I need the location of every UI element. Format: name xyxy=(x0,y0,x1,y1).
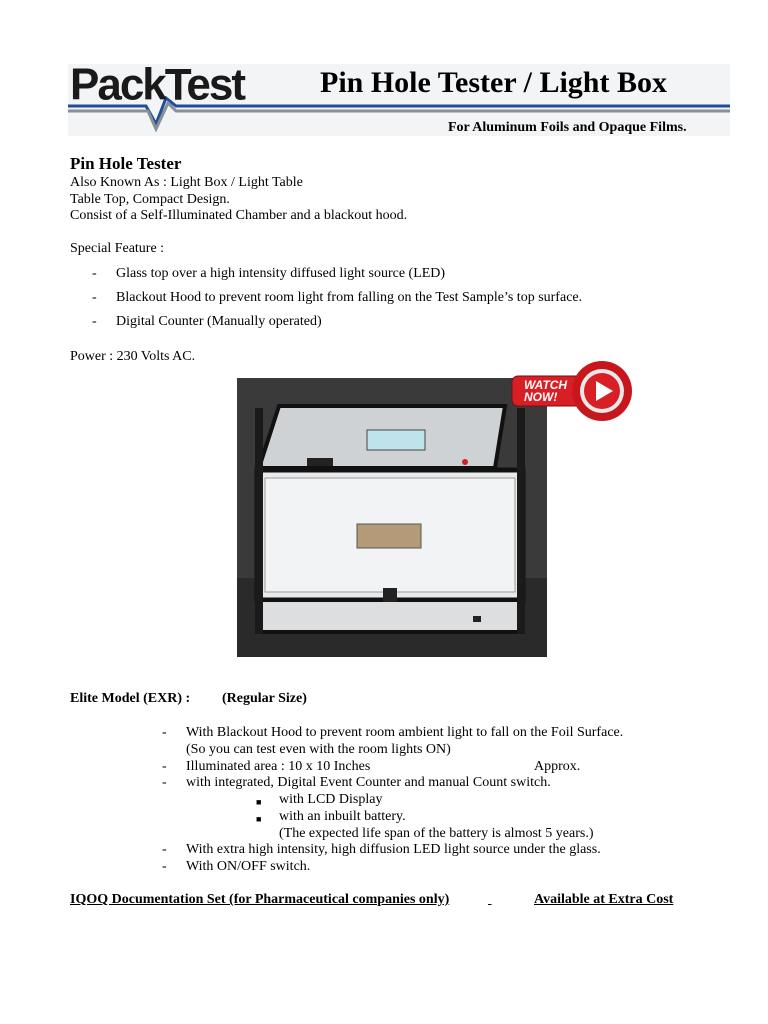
elite-item: With Blackout Hood to prevent room ambient light to fall on the Foil Surface. xyxy=(186,725,624,740)
packtest-logo: PackTest xyxy=(70,59,244,110)
elite-item: With ON/OFF switch. xyxy=(186,859,311,874)
iqoq-availability: Available at Extra Cost xyxy=(534,892,674,907)
feature-item: Digital Counter (Manually operated) xyxy=(116,314,322,329)
document-title: Pin Hole Tester / Light Box xyxy=(320,66,667,99)
document-subtitle: For Aluminum Foils and Opaque Films. xyxy=(448,120,687,135)
dash-bullet: - xyxy=(162,859,167,874)
section-heading: Pin Hole Tester xyxy=(70,154,182,173)
dash-bullet: - xyxy=(162,775,167,790)
elite-subitem: with an inbuilt battery. xyxy=(279,809,406,824)
intro-line: Consist of a Self-Illuminated Chamber and a blackout hood. xyxy=(70,208,408,223)
elite-item-approx: Approx. xyxy=(534,759,581,774)
elite-subitem-note: (The expected life span of the battery is almost 5 years.) xyxy=(279,826,594,841)
model-name: Elite Model (EXR) : xyxy=(70,691,191,706)
feature-item: Glass top over a high intensity diffused light source (LED) xyxy=(116,266,446,281)
special-feature-label: Special Feature : xyxy=(70,241,165,256)
watch-now-label: WATCH NOW! xyxy=(524,378,568,404)
dash-bullet: - xyxy=(162,759,167,774)
dash-bullet: - xyxy=(162,725,167,740)
iqoq-underline-gap xyxy=(488,891,534,908)
power-spec: Power : 230 Volts AC. xyxy=(70,349,196,364)
feature-item: Blackout Hood to prevent room light from falling on the Test Sample’s top surface. xyxy=(116,290,583,305)
elite-item: with integrated, Digital Event Counter and manual Count switch. xyxy=(186,775,551,790)
elite-item-note: (So you can test even with the room lights ON) xyxy=(186,742,451,757)
dash-bullet: - xyxy=(92,290,97,305)
square-bullet: ■ xyxy=(256,814,262,824)
intro-line: Table Top, Compact Design. xyxy=(70,192,230,207)
light-box-illustration xyxy=(237,378,547,657)
dash-bullet: - xyxy=(92,266,97,281)
dash-bullet: - xyxy=(162,842,167,857)
elite-item: Illuminated area : 10 x 10 Inches xyxy=(186,759,371,774)
iqoq-documentation: IQOQ Documentation Set (for Pharmaceutical companies only) xyxy=(70,892,450,907)
watch-now-button[interactable] xyxy=(510,358,634,429)
elite-item: With extra high intensity, high diffusion LED light source under the glass. xyxy=(186,842,601,857)
elite-subitem: with LCD Display xyxy=(279,792,383,807)
intro-line: Also Known As : Light Box / Light Table xyxy=(70,175,303,190)
square-bullet: ■ xyxy=(256,797,262,807)
product-photo xyxy=(237,378,547,657)
model-size: (Regular Size) xyxy=(222,691,307,706)
dash-bullet: - xyxy=(92,314,97,329)
